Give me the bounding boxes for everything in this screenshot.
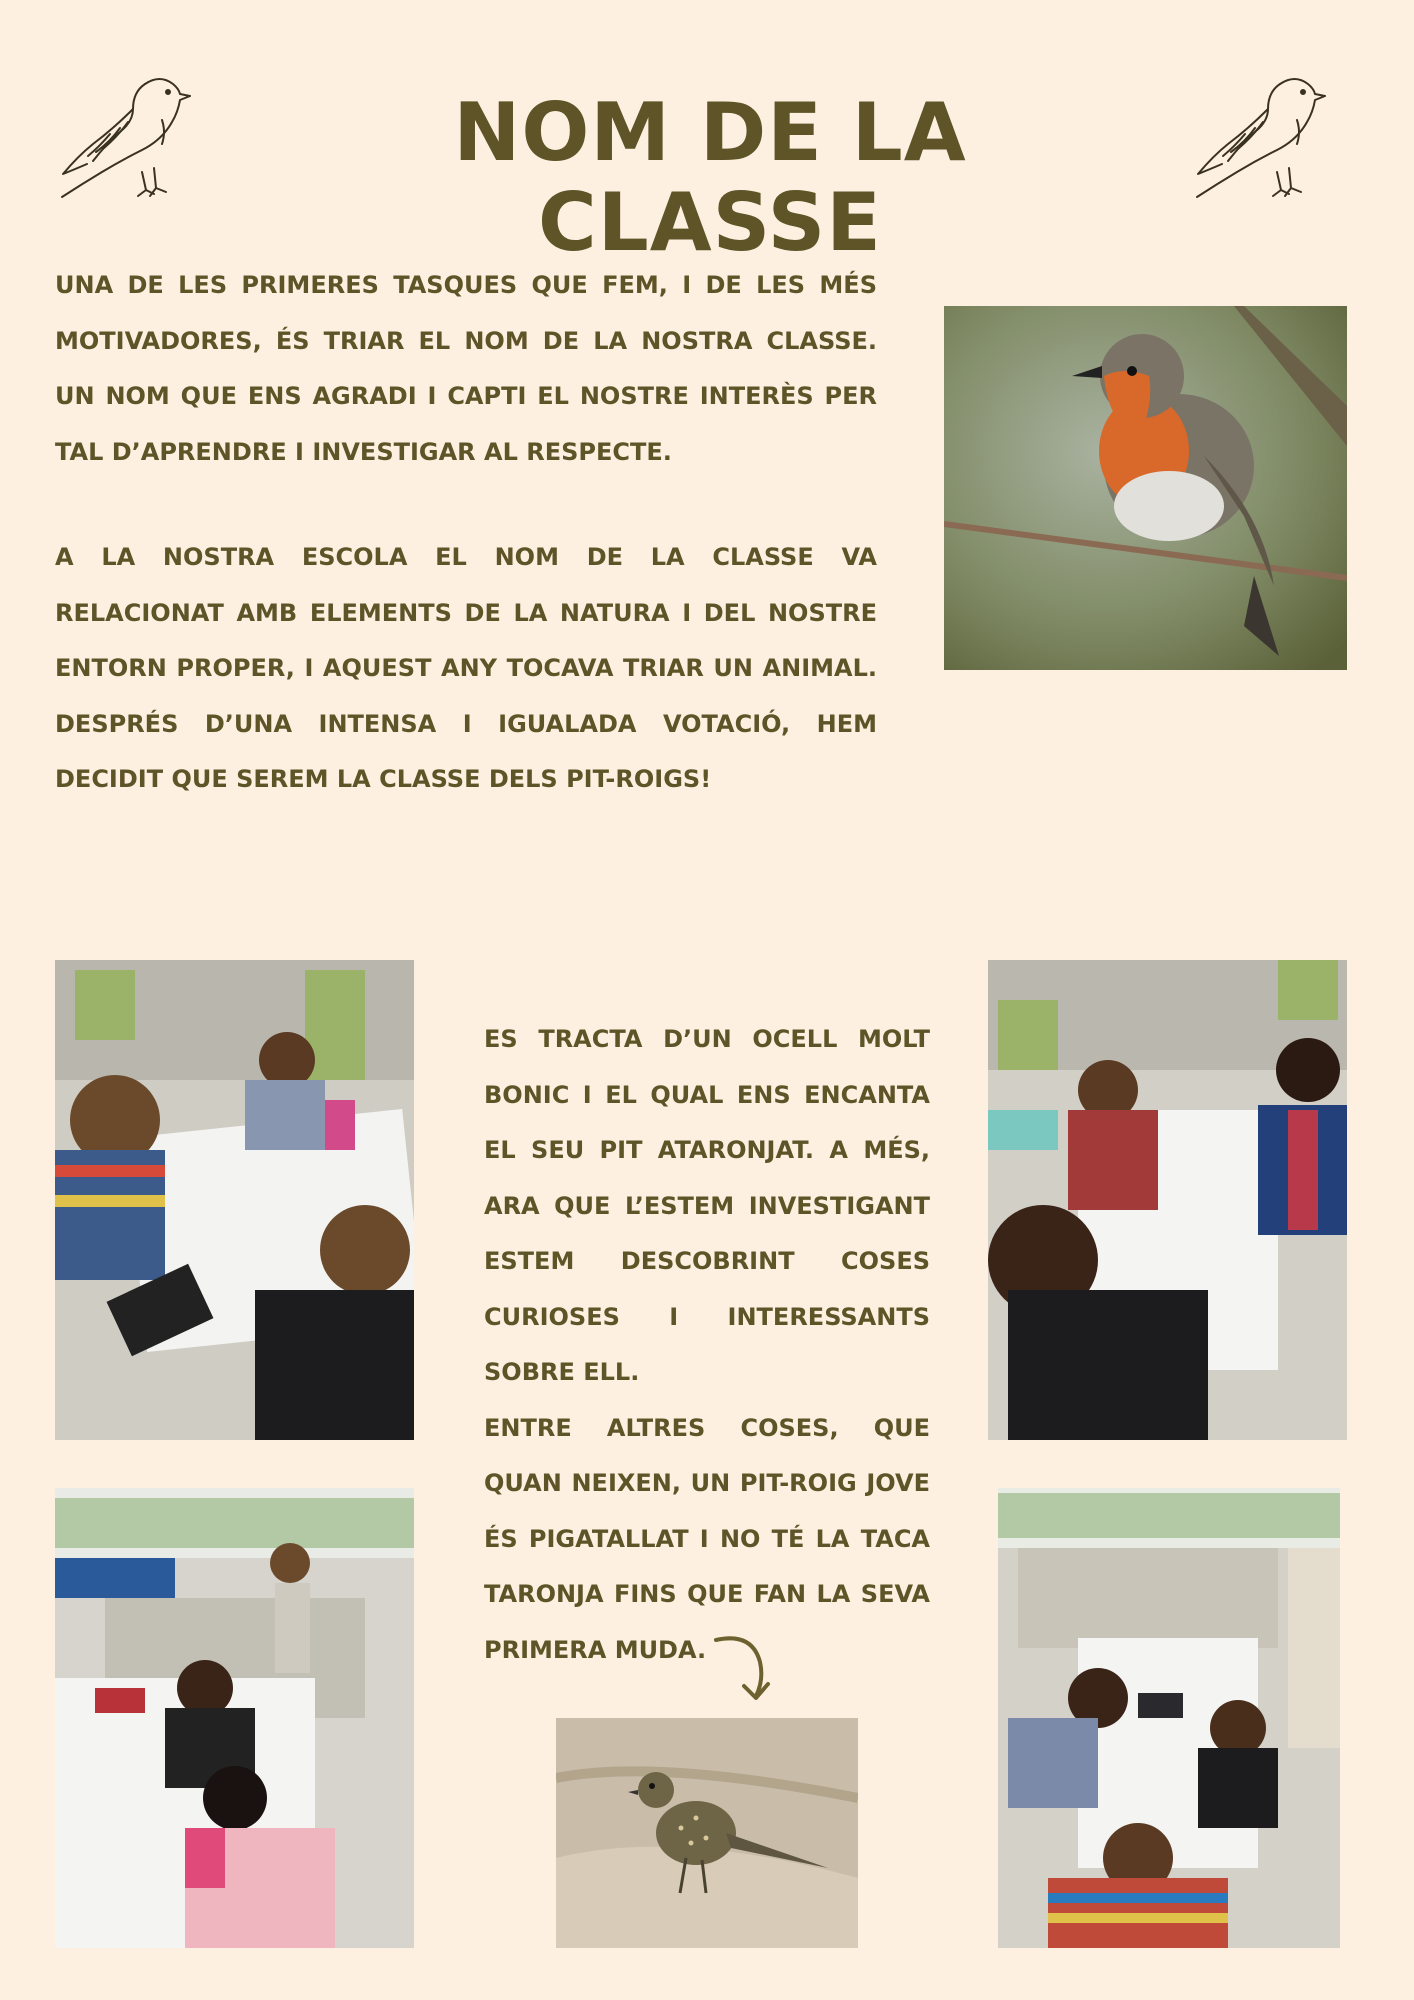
classroom-photo-4 [998,1488,1340,1948]
robin-photo [944,306,1347,670]
paragraph-spacer [55,480,877,530]
classroom-photo-2 [988,960,1347,1440]
middle-text [484,1012,930,1678]
robin-drawing-left-icon [50,62,210,212]
page-title: NOM DE LA CLASSE [453,86,967,269]
intro-text [55,258,877,808]
intro-paragraph-1: UNA DE LES PRIMERES TASQUES QUE FEM, I DE LES MÉS MOTIVADORES, ÉS TRIAR EL NOM DE LA NOSTRA CLASSE. UN NOM QUE ENS AGRADI I CAPTI EL NOSTRE INTERÈS PER TAL D’APRENDRE I INVESTIGAR AL RESPECTE. [55,271,877,466]
intro-paragraph-2: A LA NOSTRA ESCOLA EL NOM DE LA CLASSE VA RELACIONAT AMB ELEMENTS DE LA NATURA I DEL NOSTRE ENTORN PROPER, I AQUEST ANY TOCAVA TRIAR UN ANIMAL. DESPRÉS D’UNA INTENSA I IGUALADA VOTACIÓ, HEM DECIDIT QUE SEREM LA CLASSE DELS PIT-ROIGS! [55,543,877,793]
middle-paragraph-1: ES TRACTA D’UN OCELL MOLT BONIC I EL QUAL ENS ENCANTA EL SEU PIT ATARONJAT. A MÉS, ARA QUE L’ESTEM INVESTIGANT ESTEM DESCOBRINT COSES CURIOSES I INTERESSANTS SOBRE ELL. [484,1025,930,1386]
classroom-photo-3 [55,1488,414,1948]
juvenile-robin-photo [556,1718,858,1948]
classroom-photo-1 [55,960,414,1440]
robin-drawing-right-icon [1185,62,1345,212]
curved-arrow-down-icon [712,1632,780,1704]
middle-paragraph-2: ENTRE ALTRES COSES, QUE QUAN NEIXEN, UN PIT-ROIG JOVE ÉS PIGATALLAT I NO TÉ LA TACA TARONJA FINS QUE FAN LA SEVA PRIMERA MUDA. [484,1413,930,1664]
